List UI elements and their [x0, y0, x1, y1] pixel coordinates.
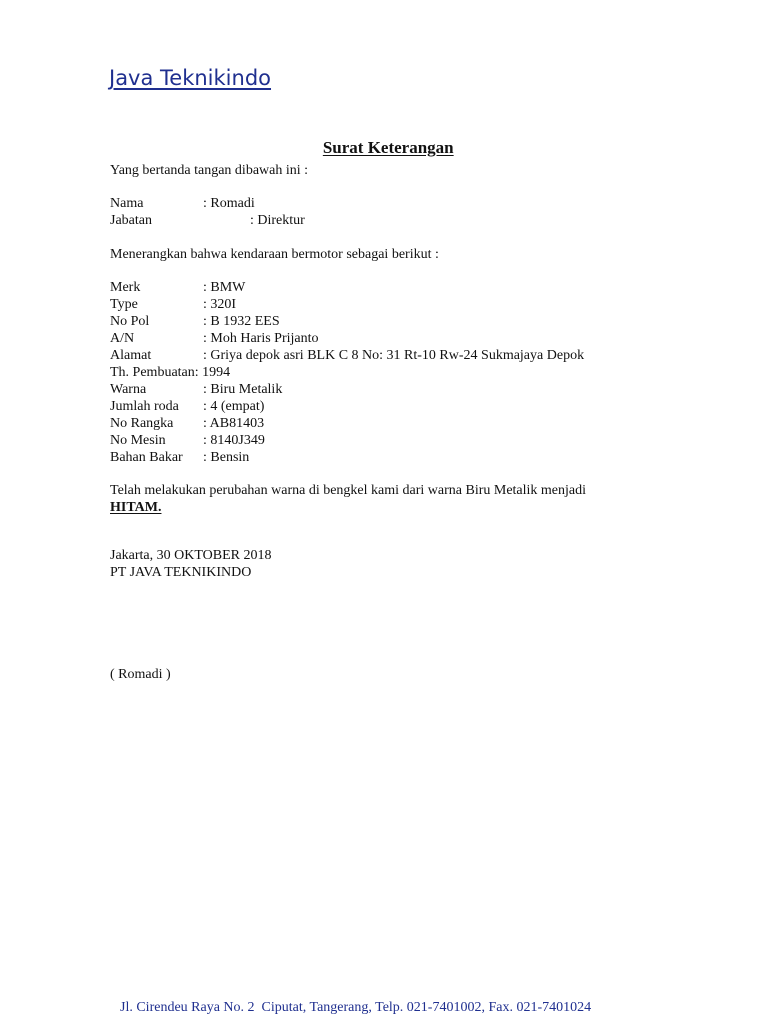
change-text: Telah melakukan perubahan warna di bengkel kami dari warna Biru Metalik menjadi: [110, 483, 587, 498]
statement-block: [110, 246, 439, 263]
vehicle-type-value: : 320I: [203, 297, 237, 312]
closing-block: [110, 547, 272, 581]
vehicle-row-an: [110, 330, 584, 347]
vehicle-alamat-value: : Griya depok asri BLK C 8 No: 31 Rt-10 Rw-24 Sukmajaya Depok: [203, 348, 585, 363]
vehicle-an-value: : Moh Haris Prijanto: [203, 331, 319, 346]
vehicle-row-pembuatan: [110, 364, 584, 381]
vehicle-warna-value: : Biru Metalik: [203, 382, 283, 397]
intro-text: Yang bertanda tangan dibawah ini :: [110, 163, 309, 178]
vehicle-row-rangka: [110, 415, 584, 432]
vehicle-row-warna: [110, 381, 584, 398]
place-date: Jakarta, 30 OKTOBER 2018: [110, 548, 272, 563]
signature-name: ( Romadi ): [110, 667, 171, 682]
vehicle-mesin-label: No Mesin: [110, 433, 166, 448]
signatory-name-label: Nama: [110, 196, 144, 211]
vehicle-type-label: Type: [110, 297, 138, 312]
intro-block: [110, 162, 308, 179]
signatory-block: [110, 195, 305, 229]
vehicle-alamat-label: Alamat: [110, 348, 152, 363]
change-color: HITAM.: [110, 500, 162, 515]
signatory-position-row: [110, 212, 305, 229]
document-title: Surat Keterangan: [322, 138, 454, 157]
vehicle-pembuatan-label: Th. Pembuatan:: [110, 365, 199, 380]
vehicle-mesin-value: : 8140J349: [203, 433, 265, 448]
change-color-row: [110, 499, 586, 516]
vehicle-row-bakar: [110, 449, 584, 466]
vehicle-bakar-value: : Bensin: [203, 450, 250, 465]
vehicle-rangka-value: : AB81403: [203, 416, 265, 431]
vehicle-rangka-label: No Rangka: [110, 416, 174, 431]
signatory-name-value: : Romadi: [203, 196, 255, 211]
signatory-position-value: : Direktur: [250, 213, 305, 228]
signatory-name-row: [110, 195, 305, 212]
company-header: Java Teknikindo: [109, 66, 272, 90]
vehicle-row-mesin: [110, 432, 584, 449]
signatory-position-label: Jabatan: [110, 213, 152, 228]
change-block: [110, 482, 586, 516]
vehicle-row-nopol: [110, 313, 584, 330]
vehicle-merk-value: : BMW: [203, 280, 246, 295]
vehicle-an-label: A/N: [110, 331, 135, 346]
vehicle-row-type: [110, 296, 584, 313]
vehicle-row-merk: [110, 279, 584, 296]
vehicle-roda-label: Jumlah roda: [110, 399, 179, 414]
vehicle-bakar-label: Bahan Bakar: [110, 450, 183, 465]
document-title-wrap: [0, 118, 768, 158]
vehicle-details: [110, 279, 584, 466]
vehicle-pembuatan-value: 1994: [198, 365, 231, 380]
company-signature: PT JAVA TEKNIKINDO: [110, 565, 252, 580]
vehicle-row-roda: [110, 398, 584, 415]
vehicle-warna-label: Warna: [110, 382, 147, 397]
statement-text: Menerangkan bahwa kendaraan bermotor sebagai berikut :: [110, 247, 439, 262]
signature-block: [110, 666, 171, 683]
vehicle-nopol-value: : B 1932 EES: [203, 314, 280, 329]
vehicle-roda-value: : 4 (empat): [203, 399, 265, 414]
vehicle-merk-label: Merk: [110, 280, 141, 295]
vehicle-row-alamat: [110, 347, 584, 364]
footer-address: Jl. Cirendeu Raya No. 2 Ciputat, Tangerang, Telp. 021-7401002, Fax. 021-7401024: [120, 1000, 592, 1015]
vehicle-nopol-label: No Pol: [110, 314, 150, 329]
